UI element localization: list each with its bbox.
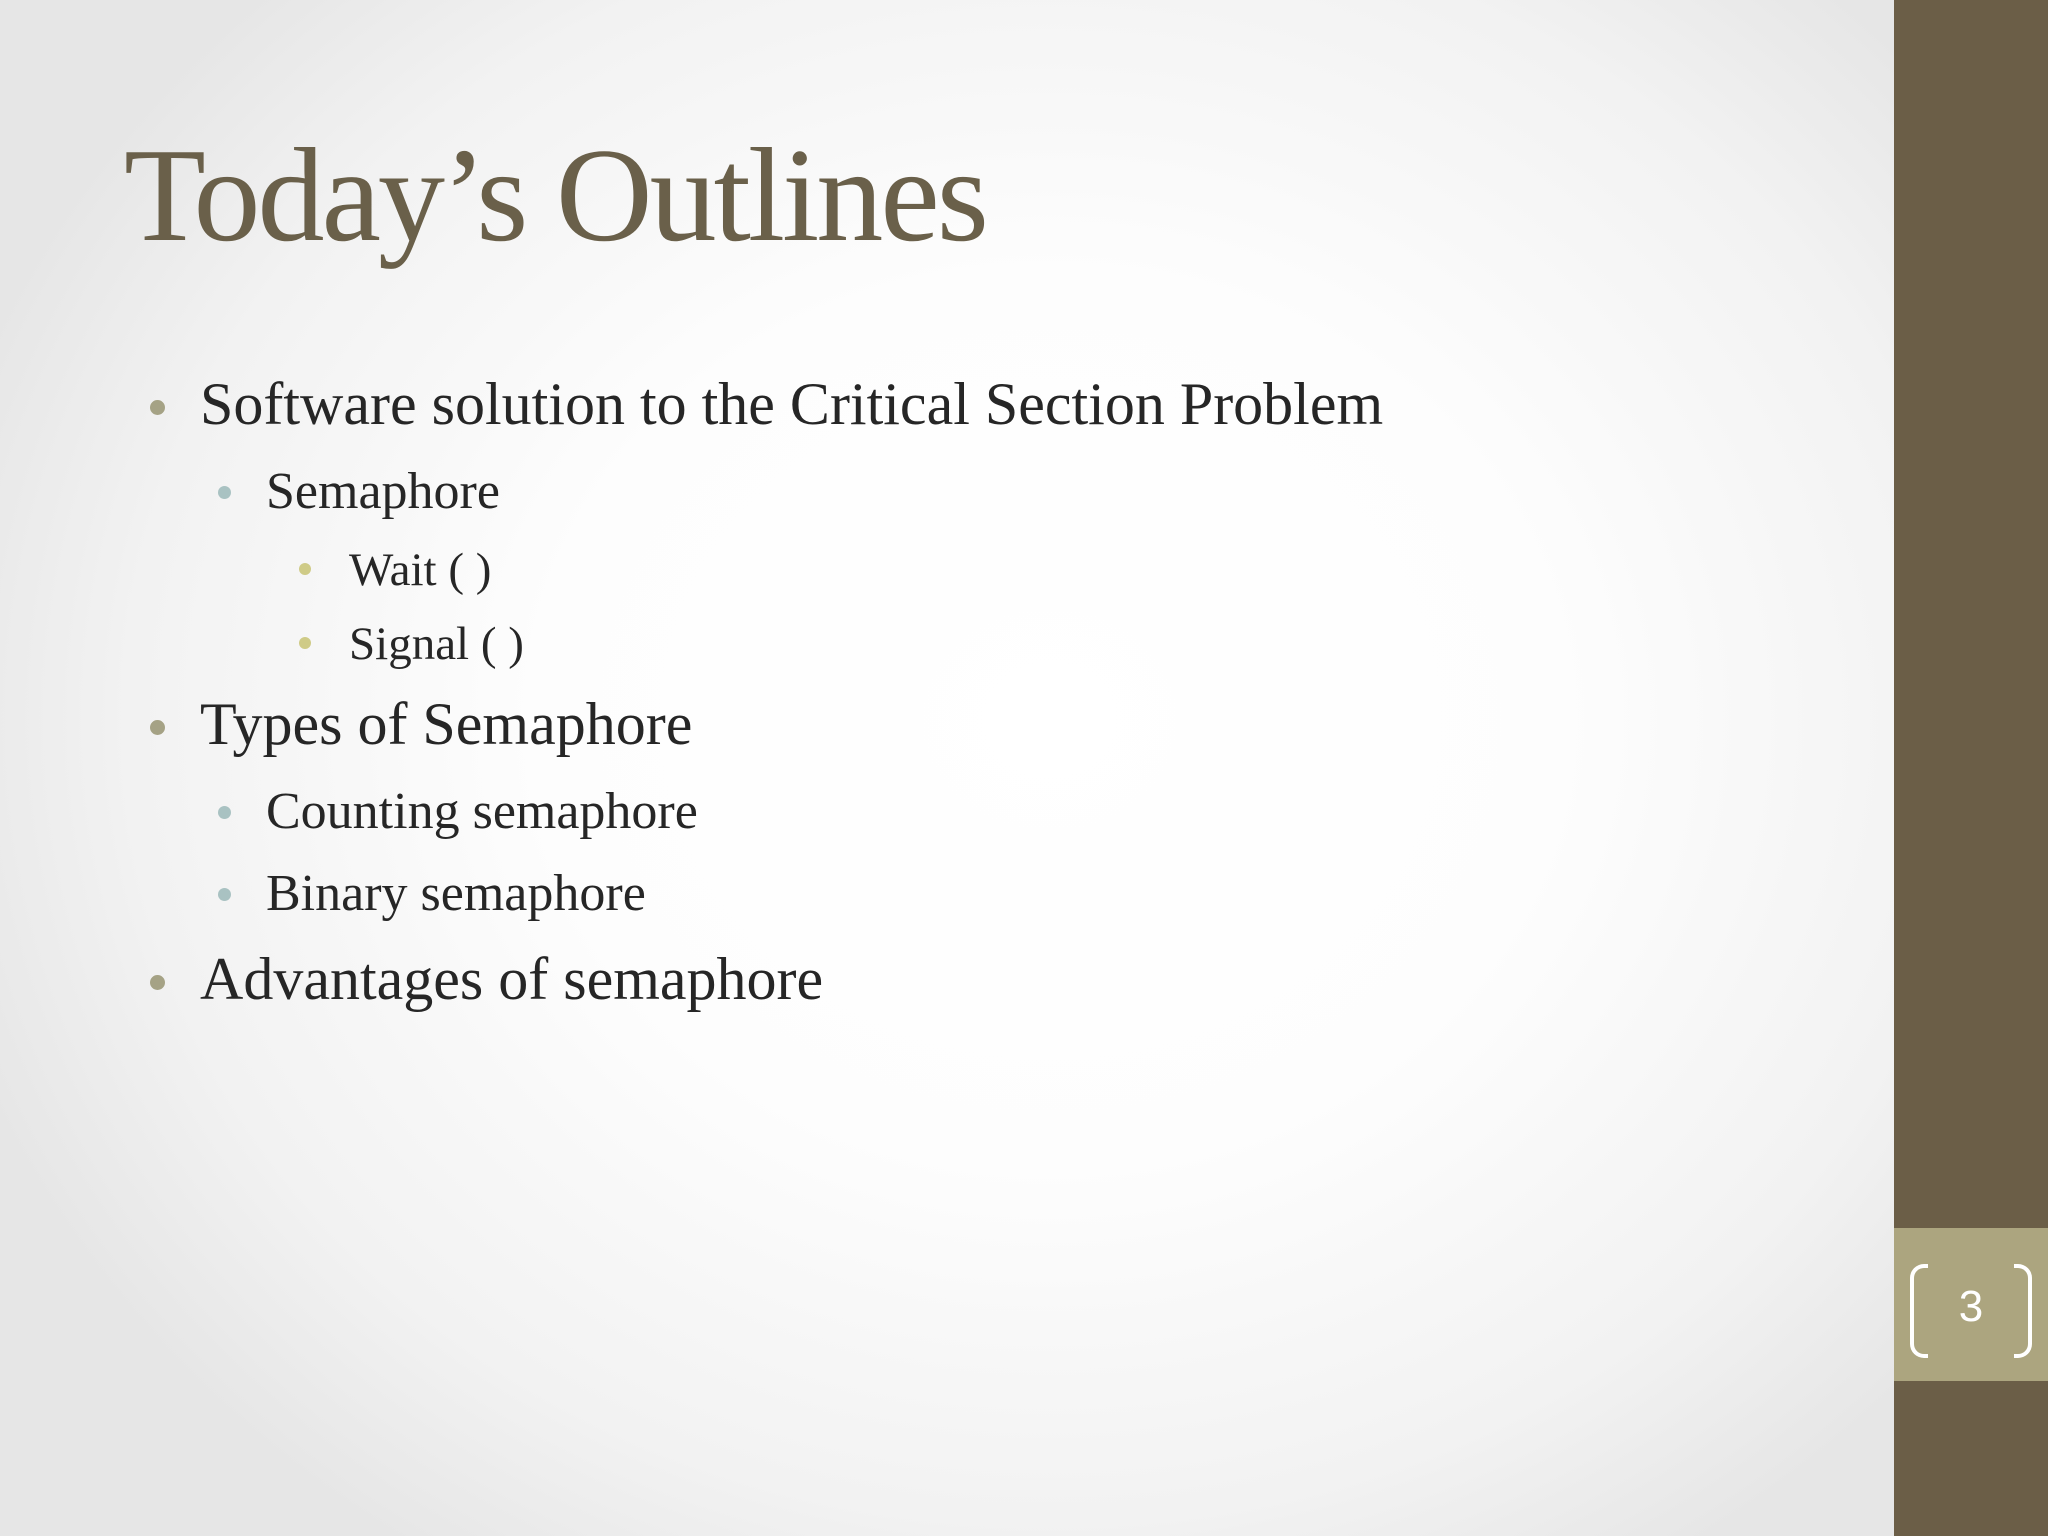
- slide-title: Today’s Outlines: [124, 121, 986, 269]
- bullet-item: [266, 782, 698, 841]
- bullet-item: [200, 945, 823, 1014]
- page-number: 3: [1958, 1282, 1984, 1331]
- bullet-item: [266, 864, 646, 923]
- bullet-item: [200, 690, 692, 759]
- bullet-item: [349, 543, 491, 597]
- bullet-item: [349, 617, 524, 671]
- bullet-dot-icon: [299, 563, 311, 575]
- bullet-dot-icon: [299, 637, 311, 649]
- bullet-text: Signal ( ): [349, 618, 524, 670]
- bullet-dot-icon: [218, 806, 231, 819]
- page-number-box: [1894, 1228, 2048, 1381]
- bullet-text: Wait ( ): [349, 544, 492, 596]
- bullet-text: Binary semaphore: [266, 865, 646, 922]
- bullet-text: Types of Semaphore: [200, 691, 693, 757]
- bullet-text: Advantages of semaphore: [200, 946, 824, 1012]
- bullet-text: Semaphore: [266, 463, 500, 520]
- bullet-dot-icon: [218, 486, 231, 499]
- bullet-text: Counting semaphore: [266, 783, 698, 840]
- bullet-dot-icon: [150, 720, 165, 735]
- bullet-item: [266, 462, 500, 521]
- bullet-dot-icon: [218, 888, 231, 901]
- bullet-dot-icon: [150, 975, 165, 990]
- bullet-dot-icon: [150, 400, 165, 415]
- bullet-text: Software solution to the Critical Section Problem: [200, 371, 1384, 437]
- bullet-item: [200, 370, 1383, 439]
